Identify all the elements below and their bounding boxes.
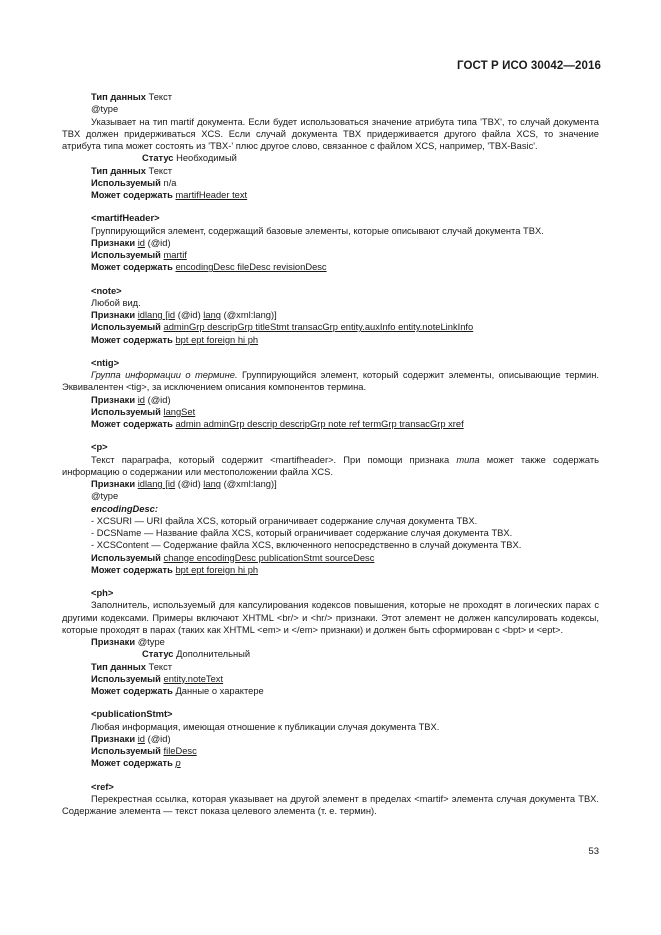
used-in-line: Используемый martif [91, 250, 187, 260]
used-in-line: Используемый langSet [91, 406, 196, 417]
attributes-line: Признаки id (@id) [91, 394, 171, 405]
section-type-attribute [62, 91, 599, 201]
element-description: Заполнитель, используемый для капсулирования кодексов повышения, которые не проходят в логических парах с другими кодексами. Примеры включают XHTML <br/> и <hr/> признаки. Этот элемент не должен капсулировать кодексы, которые проходят в парах (таких как XHTML <em> и </em> признаки) и должен быть сформирован с <bpt> и <ept>. [62, 600, 599, 635]
element-description: Перекрестная ссылка, которая указывает на другой элемент в пределах <martif> элемента случая документа TBX. Содержание элемента — текст показа целевого элемента (т. е. термин). [62, 793, 599, 816]
used-in-line: Используемый n/a [91, 177, 177, 188]
list-item: - XCSContent — Содержание файла XCS, включенного непосредственно в случай документа TBX. [91, 540, 522, 551]
standard-header: ГОСТ Р ИСО 30042—2016 [456, 60, 601, 72]
element-tag: <ref> [91, 781, 114, 792]
type-description: Указывает на тип martif документа. Если будет использоваться значение атрибута типа 'TBX', то случай документа TBX должен придерживаться XCS. Если случай документа TBX придерживается другого файла XCS, то значение атрибута типа может состоять из 'TBX-' плюс другое слово, связанное с файлом XCS, например, 'TBX-Basic'. [62, 116, 599, 151]
element-description: Группа информации о термине. Группирующийся элемент, который содержит элементы, описывающие термин. Эквивалентен <tig>, за исключением описания компонентов термина. [62, 370, 599, 393]
data-type-line: Тип данных Текст [91, 92, 173, 102]
type-attribute: @type [91, 104, 119, 115]
element-tag: <note> [91, 285, 122, 296]
status-line: Статус Необходимый [142, 153, 237, 164]
element-tag: <martifHeader> [91, 213, 160, 224]
can-contain-line: Может содержать bpt ept foreign hi ph [91, 334, 259, 345]
element-tag: <ph> [91, 588, 114, 598]
can-contain-line: Может содержать bpt ept foreign hi ph [91, 564, 259, 575]
used-in-line: Используемый fileDesc [91, 746, 197, 756]
element-tag: <publicationStmt> [91, 709, 173, 720]
data-type-line: Тип данных Текст [91, 165, 173, 176]
can-contain-line: Может содержать martifHeader text [91, 190, 248, 200]
section-ref [62, 781, 599, 818]
element-description: Любой вид. [91, 297, 141, 308]
element-description: Любая информация, имеющая отношение к публикации случая документа TBX. [91, 721, 440, 732]
used-in-line: Используемый adminGrp descripGrp titleStmt transacGrp entity.auxInfo entity.noteLinkInfo [91, 322, 474, 333]
page-number: 53 [588, 846, 599, 857]
element-tag: <p> [91, 442, 108, 453]
can-contain-line: Может содержать encodingDesc fileDesc revisionDesc [91, 262, 327, 273]
element-description: Группирующийся элемент, содержащий базовые элементы, которые описывают случай документа TBX. [91, 225, 544, 236]
attributes-line: Признаки id (@id) [91, 733, 171, 744]
can-contain-line: Может содержать admin adminGrp descrip descripGrp note ref termGrp transacGrp xref [91, 419, 464, 429]
list-item: - DCSName — Название файла XCS, который ограничивает содержание случая документа TBX. [91, 528, 513, 538]
data-type-line: Тип данных Текст [91, 661, 173, 672]
element-description: Текст параграфа, который содержит <martifheader>. При помощи признака типа может также содержать информацию о содержании или местоположении файла XCS. [62, 454, 599, 477]
attributes-line: Признаки idlang [id (@id) lang (@xml:lang)] [91, 310, 277, 320]
section-p [62, 441, 599, 576]
used-in-line: Используемый change encodingDesc publicationStmt sourceDesc [91, 552, 375, 563]
attributes-line: Признаки @type [91, 637, 165, 647]
section-ph [62, 587, 599, 697]
can-contain-line: Может содержать Данные о характере [91, 686, 264, 696]
attributes-line: Признаки id (@id) [91, 237, 171, 248]
attributes-line: Признаки idlang [id (@id) lang (@xml:lang)] [91, 479, 277, 489]
status-line: Статус Дополнительный [142, 649, 251, 660]
encoding-desc-label: encodingDesc: [91, 503, 158, 514]
section-note [62, 285, 599, 346]
element-tag: <ntig> [91, 357, 120, 368]
section-martifheader [62, 212, 599, 273]
type-attribute: @type [91, 491, 119, 502]
section-publicationstmt [62, 708, 599, 769]
section-ntig [62, 357, 599, 431]
used-in-line: Используемый entity.noteText [91, 673, 224, 684]
document-body [62, 91, 599, 817]
list-item: - XCSURI — URI файла XCS, который ограничивает содержание случая документа TBX. [91, 515, 478, 526]
can-contain-line: Может содержать p [91, 758, 181, 769]
